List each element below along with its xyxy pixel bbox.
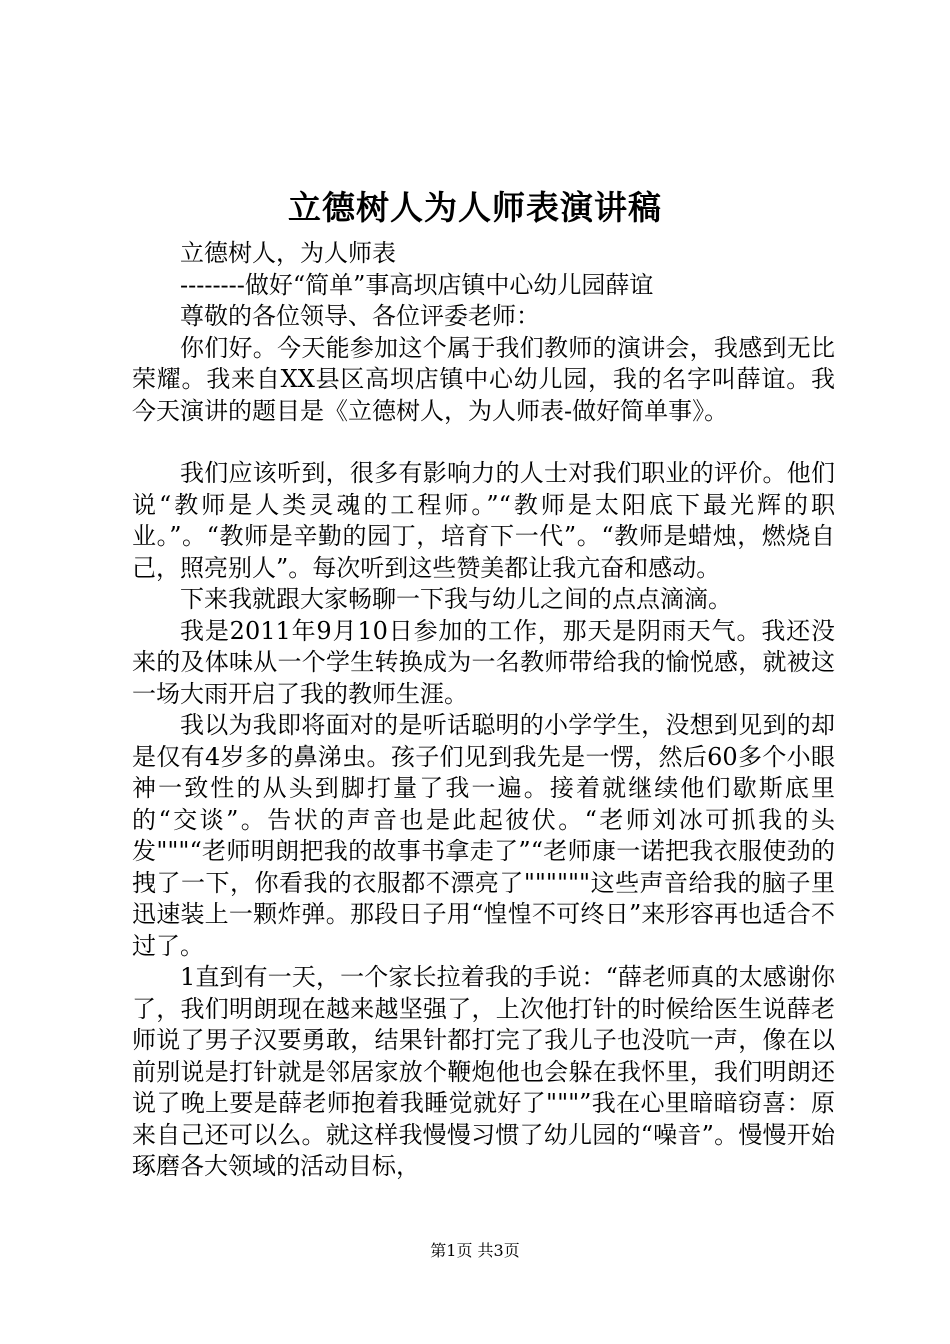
salutation: 尊敬的各位领导、各位评委老师： (180, 302, 540, 330)
paragraph-transition: 下来我就跟大家畅聊一下我与幼儿之间的点点滴滴。 (180, 585, 732, 613)
document-body (132, 238, 835, 1183)
paragraph-intro: 你们好。今天能参加这个属于我们教师的演讲会，我感到无比荣耀。我来自XX县区高坝店镇中心幼儿园，我的名字叫薛谊。我今天演讲的题目是《立德树人，为人师表-做好简单事》。 (132, 333, 835, 425)
paragraph-first-day: 我是2011年9月10日参加的工作，那天是阴雨天气。我还没来的及体味从一个学生转换成为一名教师带给我的愉悦感，就被这一场大雨开启了我的教师生涯。 (132, 616, 835, 708)
document-title: 立德树人为人师表演讲稿 (288, 188, 662, 227)
subtitle-line: 立德树人，为人师表 (180, 239, 396, 267)
page-footer: 第1页 共3页 (430, 1241, 520, 1260)
paragraph-evaluation: 我们应该听到，很多有影响力的人士对我们职业的评价。他们说“教师是人类灵魂的工程师。”“教师是太阳底下最光辉的职业。”。“教师是辛勤的园丁，培育下一代”。“教师是蜡烛，燃烧自己，照亮别人”。每次听到这些赞美都让我亢奋和感动。 (132, 459, 835, 582)
paragraph-parent: 1直到有一天，一个家长拉着我的手说：“薛老师真的太感谢你了，我们明朗现在越来越坚强了，上次他打针的时候给医生说薛老师说了男子汉要勇敢，结果针都打完了我儿子也没吭一声，像在以前别说是打针就是邻居家放个鞭炮他也会躲在我怀里，我们明朗还说了晚上要是薛老师抱着我睡觉就好了"""”我在心里暗暗窃喜：原来自己还可以么。就这样我慢慢习惯了幼儿园的“噪音”。慢慢开始琢磨各大领域的活动目标， (132, 963, 835, 1180)
author-line: --------做好“简单”事高坝店镇中心幼儿园薛谊 (180, 270, 654, 299)
paragraph-children: 我以为我即将面对的是听话聪明的小学学生，没想到见到的却是仅有4岁多的鼻涕虫。孩子们见到我先是一愣，然后60多个小眼神一致性的从头到脚打量了我一遍。接着就继续他们歇斯底里的“交谈”。告状的声音也是此起彼伏。“老师刘冰可抓我的头发"""“老师明朗把我的故事书拿走了”“老师康一诺把我衣服使劲的拽了一下，你看我的衣服都不漂亮了""""""这些声音给我的脑子里迅速装上一颗炸弹。那段日子用“惶惶不可终日”来形容再也适合不过了。 (132, 711, 835, 960)
